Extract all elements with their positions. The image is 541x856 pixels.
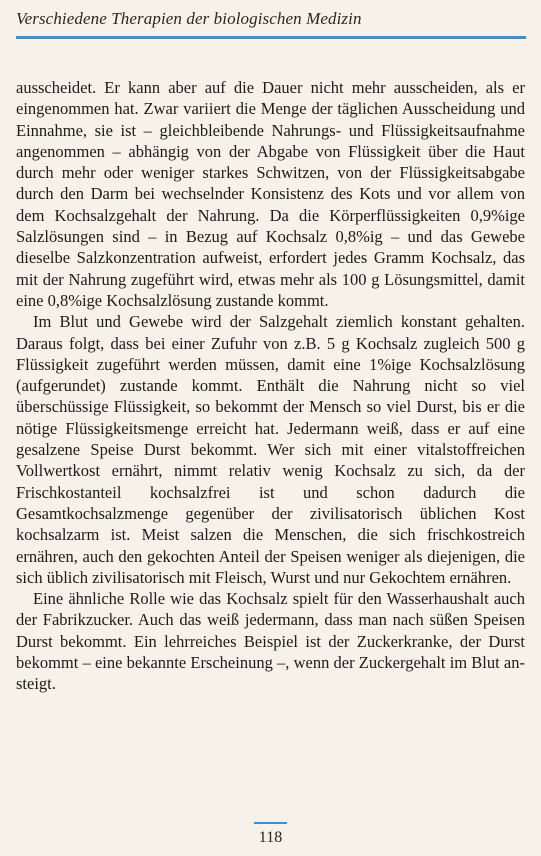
page-number-rule — [254, 822, 287, 824]
paragraph-continuation: ausscheidet. Er kann aber auf die Dauer nicht mehr ausscheiden, als er eingenommen hat. Zwar variiert die Menge der täglichen Ausscheidung und Einnahme, sie ist – gleichbleibende Nahrungs- und Flüssigkeitsaufnahme angenommen – abhängig von der Abgabe von Flüssigkeit über die Haut durch mehr oder weniger starkes Schwitzen, von der Flüssigkeitsabgabe durch den Darm bei wechselnder Konsistenz des Kots und vor allem von dem Kochsalzgehalt der Nahrung. Da die Körperflüssigkeiten 0,9%ige Salzlösungen sind – in Bezug auf Kochsalz 0,8%ig – und das Gewebe dieselbe Salzkonzentration aufweist, erfordert jedes Gramm Kochsalz, das mit der Nahrung zugeführt wird, etwas mehr als 100 g Lösungsmittel, damit eine 0,8%ige Kochsalzlösung zustande kommt. — [16, 78, 525, 310]
running-head: Verschiedene Therapien der biologischen Medizin — [16, 9, 362, 28]
header-rule — [16, 36, 526, 39]
paragraph-salt-content: Im Blut und Gewebe wird der Salzgehalt ziemlich konstant gehalten. Daraus folgt, dass bei einer Zufuhr von z.B. 5 g Kochsalz zugleich 500 g Flüssigkeit zugeführt werden müssen, damit eine 1%ige Kochsalzlösung (aufgerundet) zustande kommt. Enthält die Nahrung nicht so viel überschüssige Flüssigkeit, so bekommt der Mensch so viel Durst, bis er die nötige Flüssigkeitsmenge erreicht hat. Jedermann weiß, dass er auf eine gesalzene Speise Durst bekommt. Wer sich mit einer vitalstoffreichen Vollwertkost ernährt, nimmt relativ wenig Kochsalz zu sich, da der Frischkostanteil kochsalzfrei ist und schon dadurch die Gesamtkochsalzmenge gegenüber der zivilisatorisch üblichen Kost kochsalzarm ist. Meist salzen die Menschen, die sich frischkostreich ernähren, auch den gekochten Anteil der Speisen weniger als diejenigen, die sich üblich zivilisatorisch mit Fleisch, Wurst und nur Gekochtem ernähren. — [16, 312, 525, 587]
body-text — [16, 77, 525, 695]
page-number: 118 — [258, 829, 283, 846]
paragraph-sugar: Eine ähnliche Rolle wie das Kochsalz spielt für den Wasserhaushalt auch der Fabrikzucker. Auch das weiß jedermann, dass man nach süßen Speisen Durst bekommt. Ein lehrreiches Beispiel ist der Zuckerkranke, der Durst bekommt – eine bekannte Erscheinung –, wenn der Zuckergehalt im Blut ansteigt. — [16, 589, 525, 694]
